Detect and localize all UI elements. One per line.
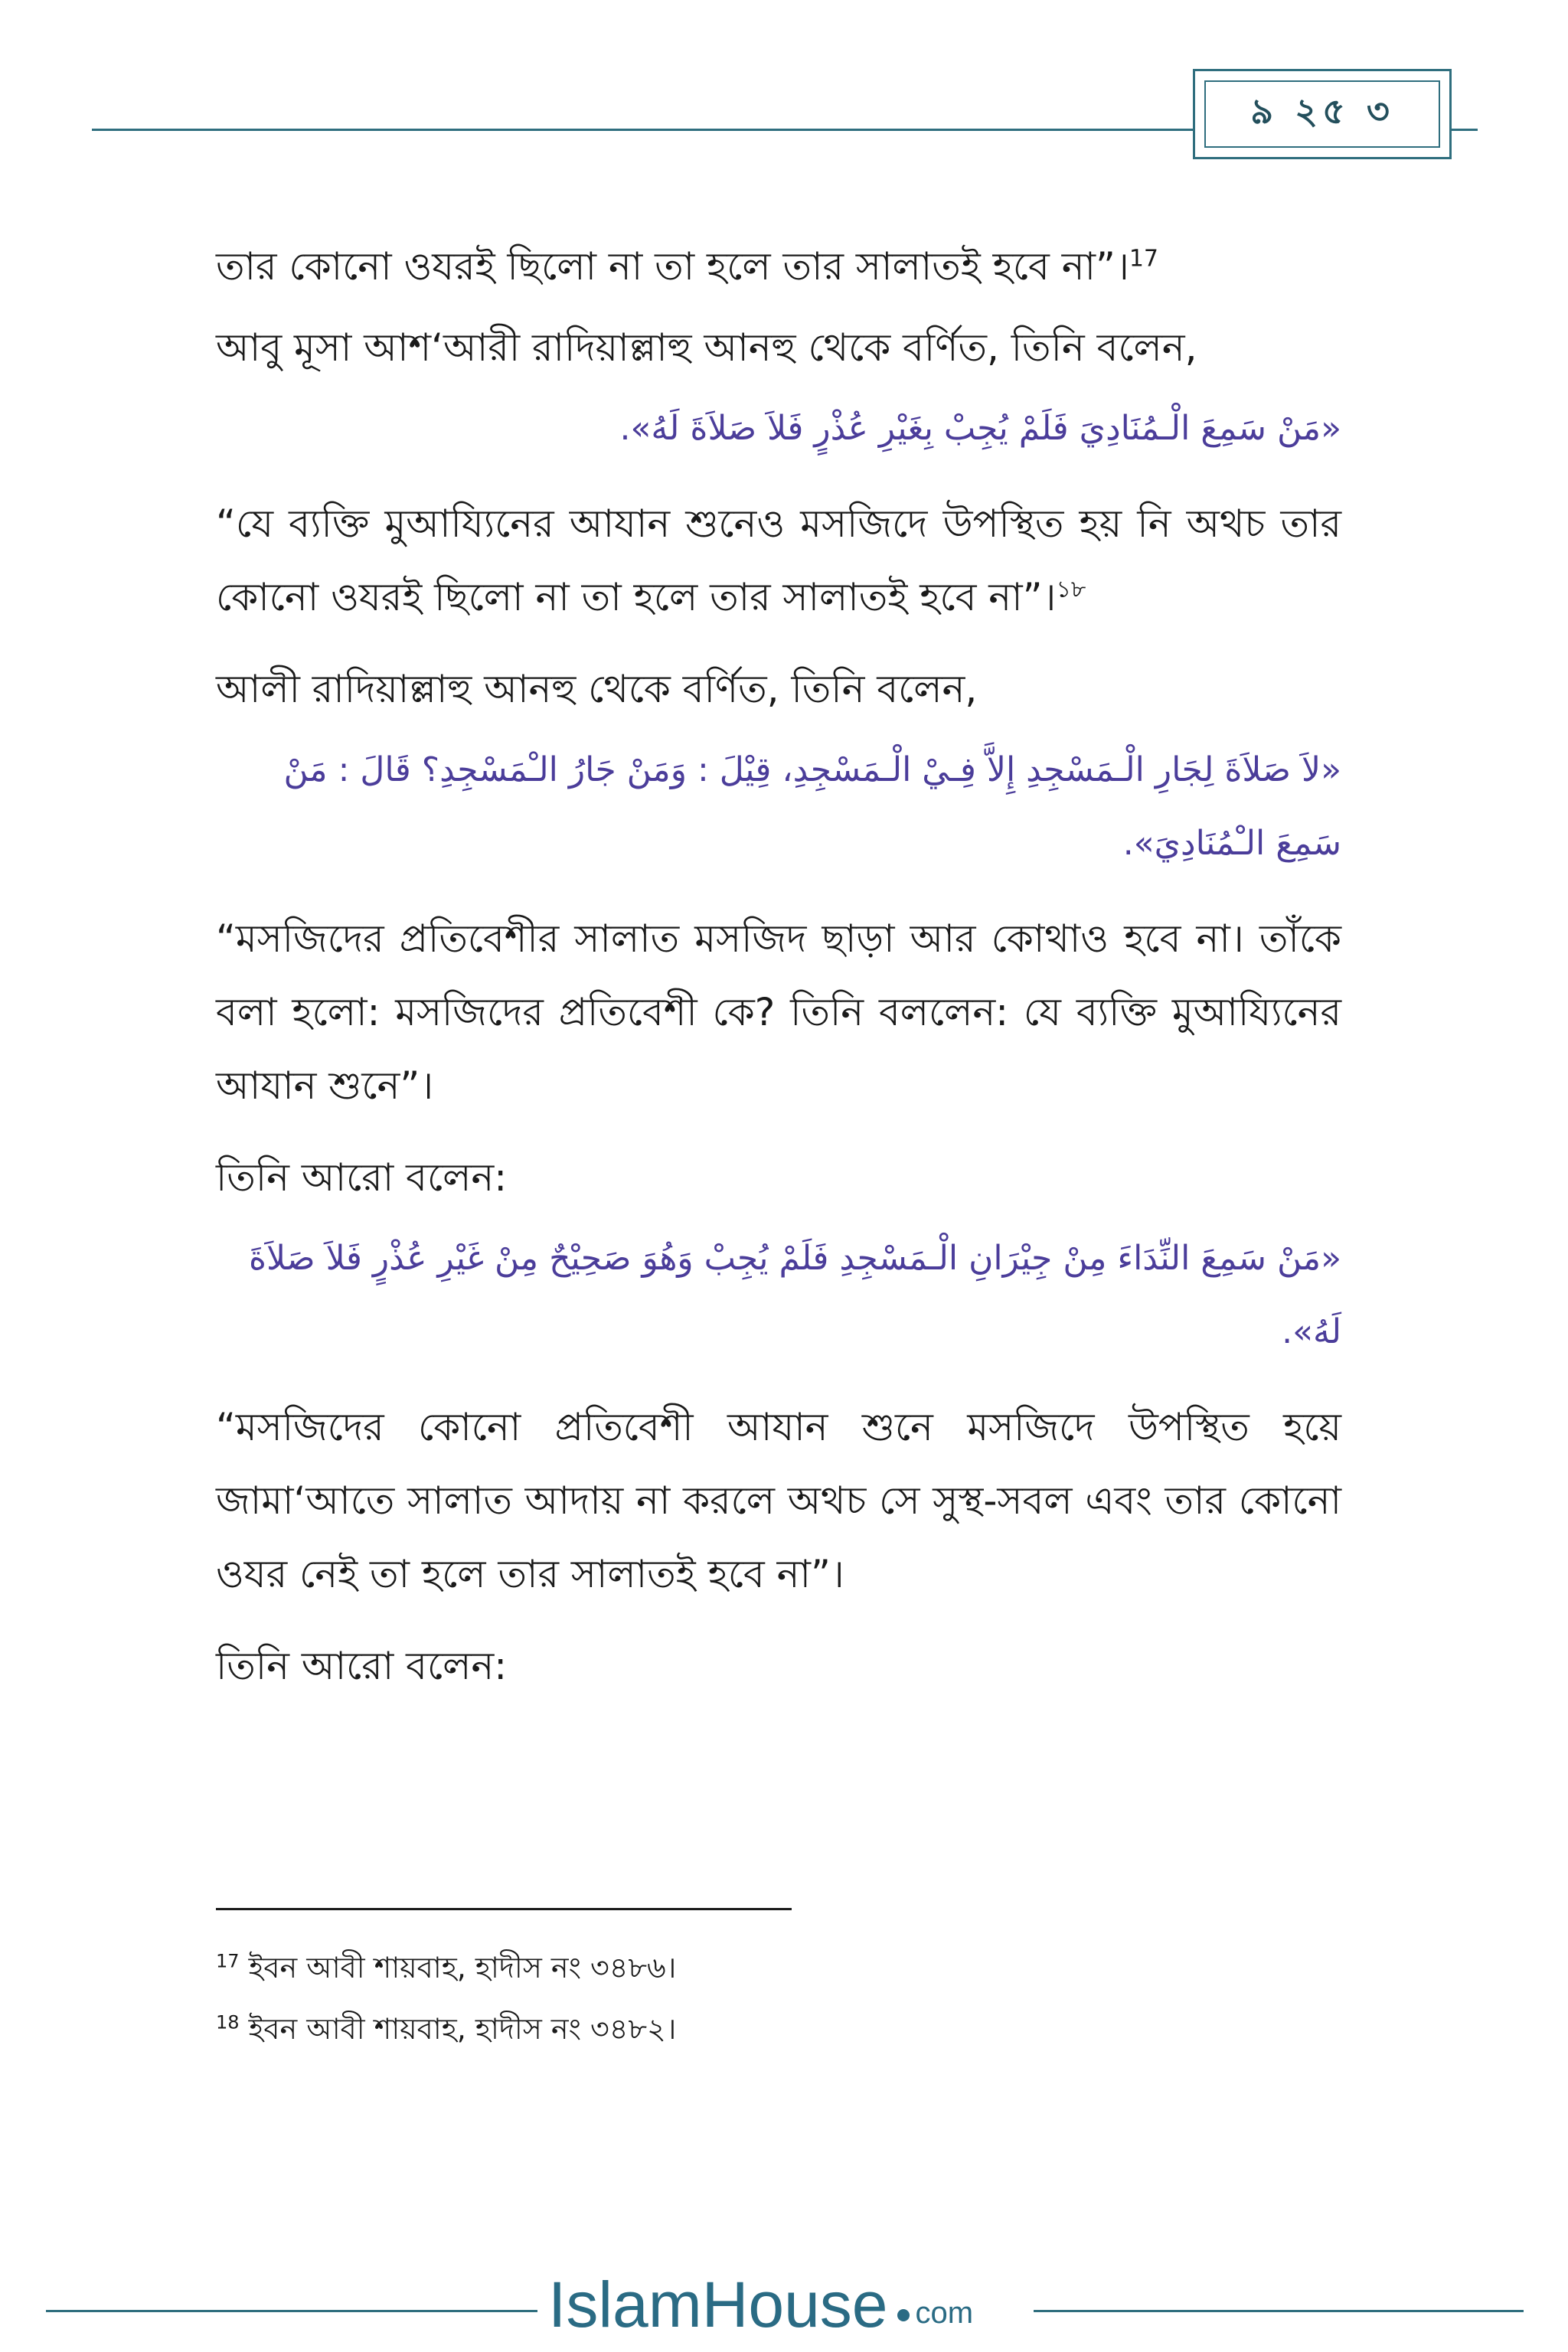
footnote bbox=[216, 1937, 1341, 1998]
footnote bbox=[216, 1998, 1341, 2060]
islamhouse-logo bbox=[548, 2266, 973, 2343]
page-number: ৯ ২৫ ৩ bbox=[1204, 80, 1440, 148]
footnote-number: 18 bbox=[216, 2011, 240, 2034]
arabic-hadith: «لاَ صَلاَةَ لِجَارِ الْـمَسْجِدِ إِلاَّ فِـيْ الْـمَسْجِدِ، قِيْلَ : وَمَنْ جَارُ الـْمَسْجِدِ؟ قَالَ : مَنْ سَمِعَ الـْمُنَادِيَ». bbox=[283, 750, 1341, 863]
logo-main-text: IslamHouse bbox=[548, 2268, 888, 2341]
paragraph-text: “যে ব্যক্তি মুআয্যিনের আযান শুনেও মসজিদে উপস্থিত হয় নি অথচ তার কোনো ওযরই ছিলো না তা হলে তার সালাতই হবে না”। bbox=[216, 501, 1341, 619]
logo-dot-icon bbox=[897, 2309, 910, 2321]
page-number-box bbox=[1193, 69, 1452, 159]
logo-tld-text: com bbox=[915, 2295, 974, 2330]
footnote-text: ইবন আবী শায়বাহ, হাদীস নং ৩৪৮৬। bbox=[248, 1951, 677, 1984]
footer-rule-right bbox=[1034, 2310, 1524, 2312]
arabic-hadith: «مَنْ سَمِعَ النِّدَاءَ مِنْ جِيْرَانِ الْـمَسْجِدِ فَلَمْ يُجِبْ وَهُوَ صَحِيْحٌ مِنْ غَيْرِ عُذْرٍ فَلاَ صَلاَةَ لَهُ». bbox=[248, 1239, 1341, 1351]
paragraph: “মসজিদের কোনো প্রতিবেশী আযান শুনে মসজিদে উপস্থিত হয়ে জামা‘আতে সালাত আদায় না করলে অথচ সে সুস্থ-সবল এবং তার কোনো ওযর নেই তা হলে তার সালাতই হবে না”। bbox=[216, 1405, 1341, 1596]
paragraph: তিনি আরো বলেন: bbox=[216, 1155, 508, 1200]
footnote-rule bbox=[216, 1908, 792, 1910]
paragraph: আবু মূসা আশ‘আরী রাদিয়াল্লাহু আনহু থেকে বর্ণিত, তিনি বলেন, bbox=[216, 325, 1197, 370]
footnotes bbox=[216, 1937, 1341, 2060]
paragraph: আলী রাদিয়াল্লাহু আনহু থেকে বর্ণিত, তিনি বলেন, bbox=[216, 667, 978, 711]
paragraph bbox=[216, 230, 1341, 303]
arabic-hadith: «مَنْ سَمِعَ الْـمُنَادِيَ فَلَمْ يُجِبْ بِغَيْرِ عُذْرٍ فَلاَ صَلاَةَ لَهُ». bbox=[619, 409, 1341, 448]
paragraph: “মসজিদের প্রতিবেশীর সালাত মসজিদ ছাড়া আর কোথাও হবে না। তাঁকে বলা হলো: মসজিদের প্রতিবেশী কে? তিনি বললেন: যে ব্যক্তি মুআয্যিনের আযান শুনে”। bbox=[216, 916, 1341, 1108]
footnote-text: ইবন আবী শায়বাহ, হাদীস নং ৩৪৮২। bbox=[248, 2012, 677, 2046]
footnote-ref: ১৮ bbox=[1056, 576, 1086, 603]
paragraph-text: তার কোনো ওযরই ছিলো না তা হলে তার সালাতই হবে না”। bbox=[216, 244, 1129, 289]
paragraph bbox=[216, 487, 1341, 634]
footnote-number: 17 bbox=[216, 1950, 240, 1972]
footer-rule-left bbox=[46, 2310, 537, 2312]
paragraph: তিনি আরো বলেন: bbox=[216, 1644, 508, 1688]
page-content bbox=[216, 230, 1341, 1710]
footnote-ref: 17 bbox=[1129, 245, 1159, 273]
